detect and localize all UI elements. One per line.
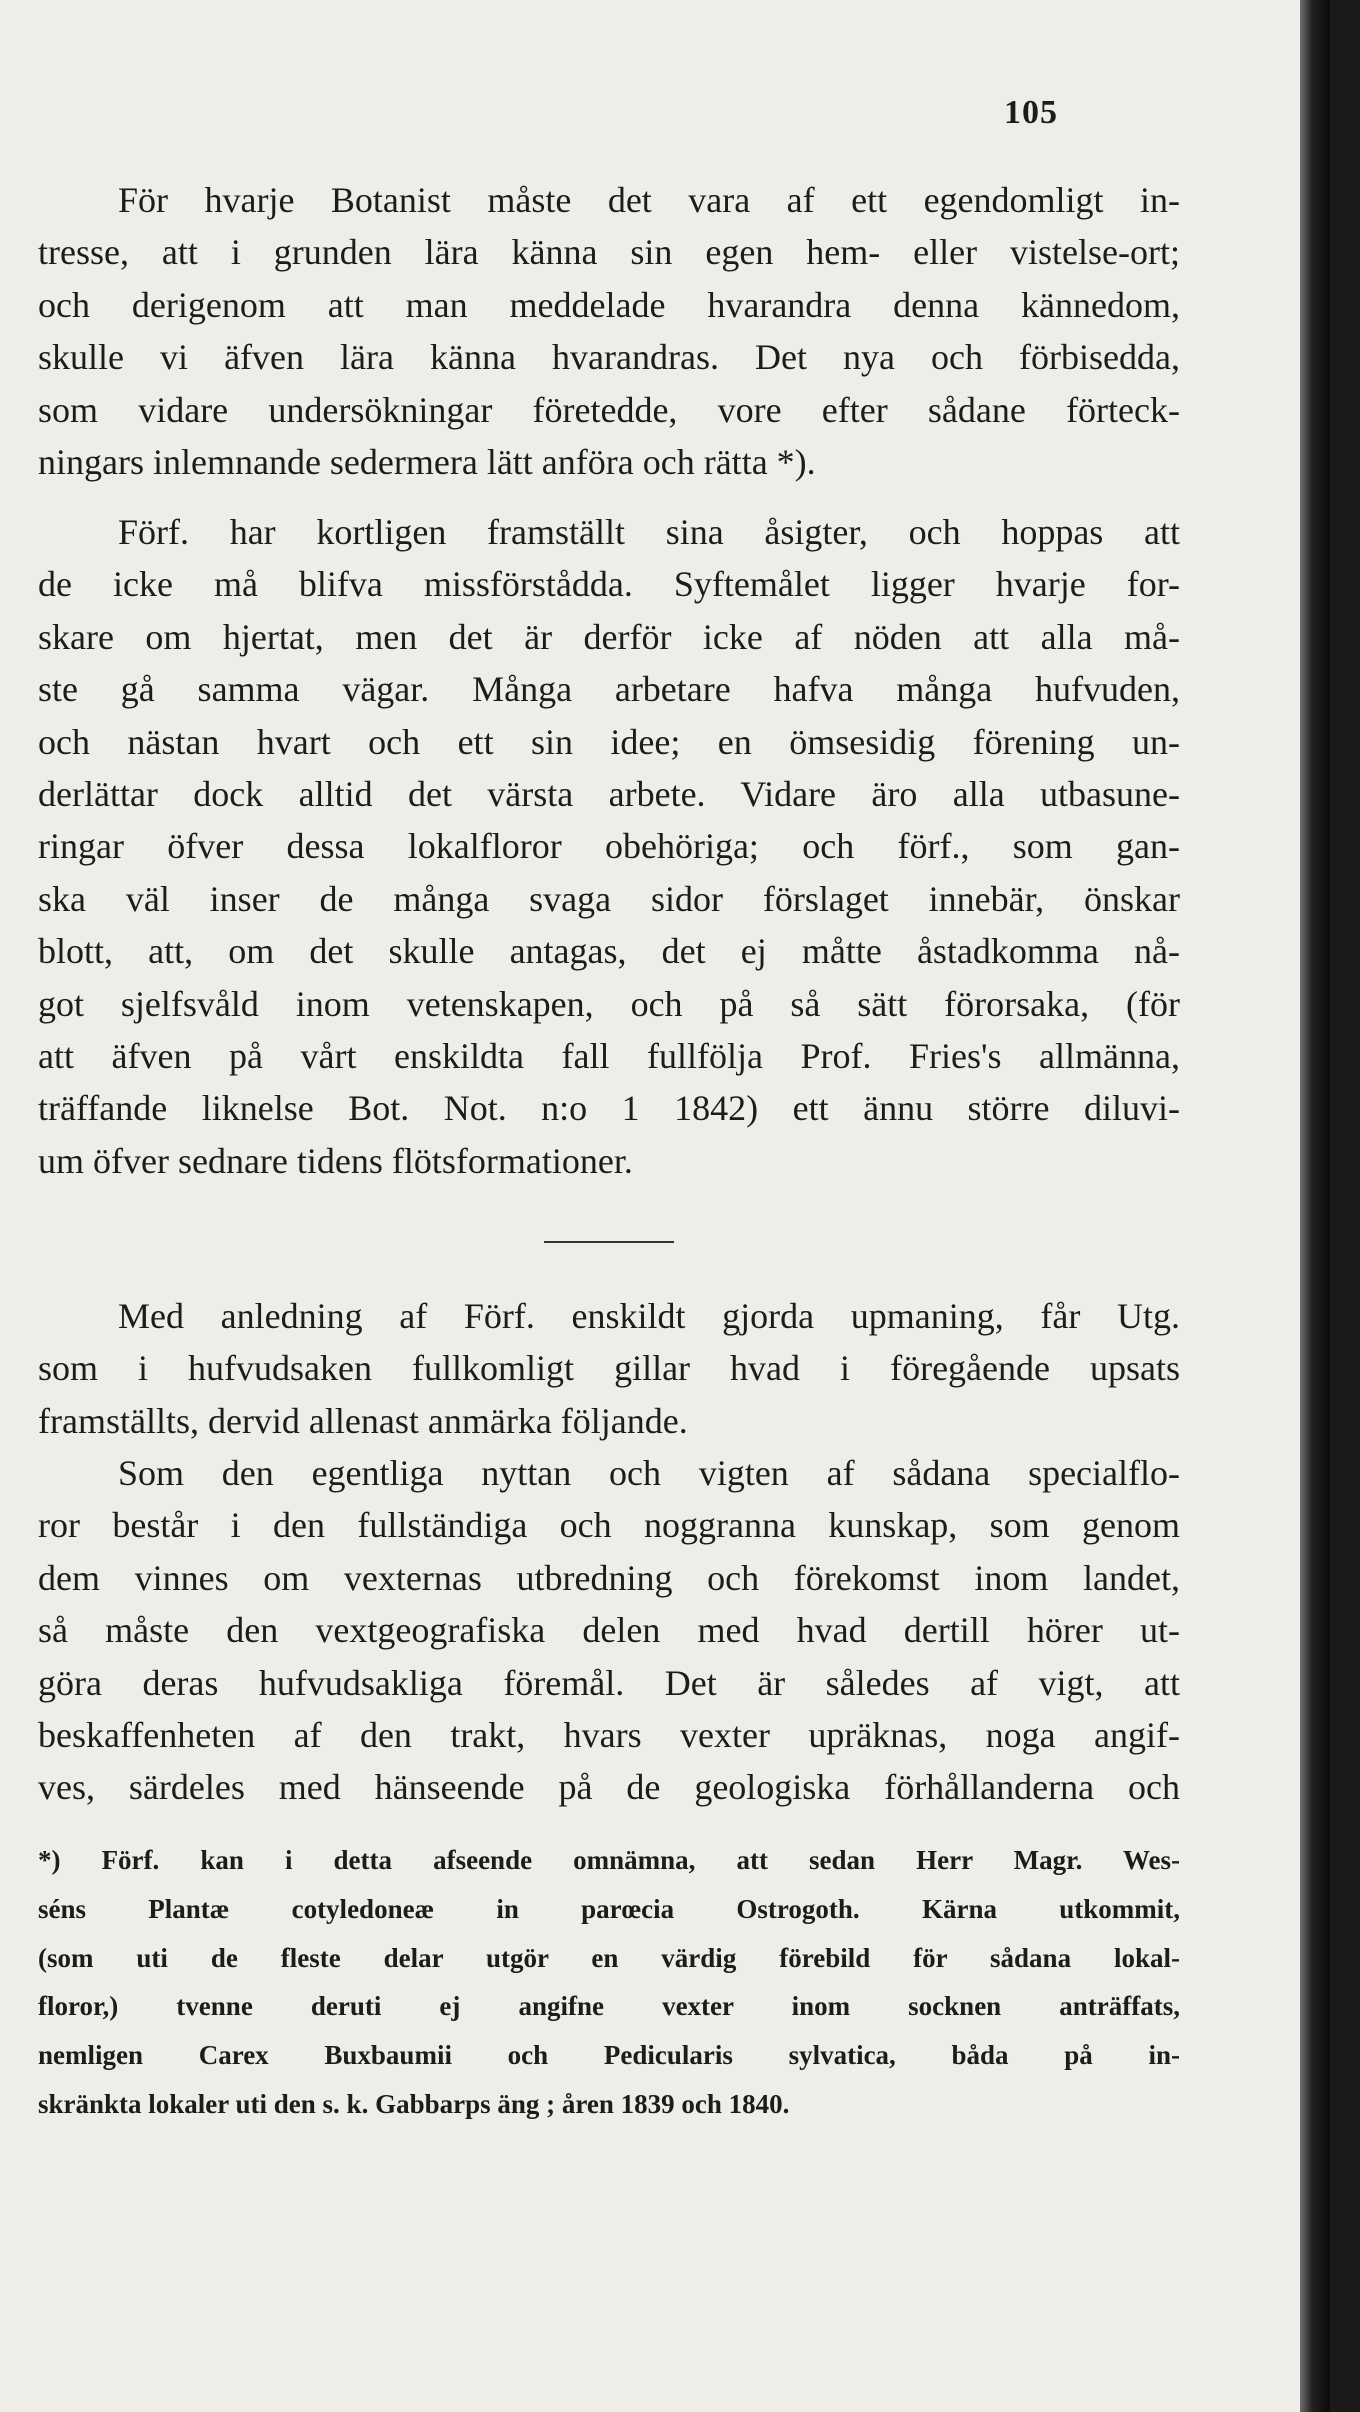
text-line: ringar öfver dessa lokalfloror obehöriga; och förf., som gan- [38, 826, 1180, 867]
paragraph-3 [38, 1290, 1180, 1447]
footnote-line: skränkta lokaler uti den s. k. Gabbarps äng ; åren 1839 och 1840. [38, 2088, 790, 2119]
paragraph-4 [38, 1447, 1180, 1814]
footnote-line: séns Plantæ cotyledoneæ in parœcia Ostrogoth. Kärna utkommit, [38, 1893, 1180, 1924]
page-edge-shadow [1300, 0, 1330, 2412]
section-divider [544, 1241, 674, 1243]
text-line: ror består i den fullständiga och noggranna kunskap, som genom [38, 1505, 1180, 1546]
text-line: som i hufvudsaken fullkomligt gillar hvad i föregående upsats [38, 1348, 1180, 1389]
paragraph-1 [38, 174, 1180, 488]
text-line: framställts, dervid allenast anmärka följande. [38, 1400, 688, 1441]
footnote-line: *) Förf. kan i detta afseende omnämna, att sedan Herr Magr. Wes- [38, 1845, 1180, 1875]
text-line: um öfver sednare tidens flötsformationer. [38, 1140, 633, 1181]
text-line: Förf. har kortligen framställt sina åsigter, och hoppas att [118, 512, 1180, 552]
text-line: träffande liknelse Bot. Not. n:o 1 1842) ett ännu större diluvi- [38, 1088, 1180, 1129]
text-line: så måste den vextgeografiska delen med hvad dertill hörer ut- [38, 1610, 1180, 1651]
footnote-line: nemligen Carex Buxbaumii och Pedicularis sylvatica, båda på in- [38, 2040, 1180, 2071]
text-line: tresse, att i grunden lära känna sin egen hem- eller vistelse-ort; [38, 232, 1180, 273]
paragraph-2 [38, 506, 1180, 1187]
text-line: derlättar dock alltid det värsta arbete. Vidare äro alla utbasune- [38, 773, 1180, 814]
text-line: ska väl inser de många svaga sidor förslaget innebär, önskar [38, 878, 1180, 919]
text-line: skulle vi äfven lära känna hvarandras. Det nya och förbisedda, [38, 337, 1180, 378]
text-line: och derigenom att man meddelade hvarandra denna kännedom, [38, 284, 1180, 325]
text-line: beskaffenheten af den trakt, hvars vexter upräknas, noga angif- [38, 1714, 1180, 1755]
text-line: att äfven på vårt enskildta fall fullfölja Prof. Fries's allmänna, [38, 1035, 1180, 1076]
text-line: som vidare undersökningar företedde, vore efter sådane förteck- [38, 389, 1180, 430]
text-line: ves, särdeles med hänseende på de geologiska förhållanderna och [38, 1767, 1180, 1808]
footnote [38, 1836, 1180, 2129]
text-line: de icke må blifva missförstådda. Syftemålet ligger hvarje for- [38, 564, 1180, 605]
text-line: och nästan hvart och ett sin idee; en ömsesidig förening un- [38, 721, 1180, 762]
text-line: dem vinnes om vexternas utbredning och förekomst inom landet, [38, 1557, 1180, 1598]
text-line: Med anledning af Förf. enskildt gjorda upmaning, får Utg. [118, 1296, 1180, 1336]
text-line: ningars inlemnande sedermera lätt anföra och rätta *). [38, 441, 816, 482]
text-line: För hvarje Botanist måste det vara af ett egendomligt in- [118, 180, 1180, 220]
page-number: 105 [1004, 94, 1058, 131]
text-line: blott, att, om det skulle antagas, det ej måtte åstadkomma nå- [38, 931, 1180, 972]
text-line: göra deras hufvudsakliga föremål. Det är således af vigt, att [38, 1662, 1180, 1703]
text-line: ste gå samma vägar. Många arbetare hafva många hufvuden, [38, 669, 1180, 710]
footnote-line: (som uti de fleste delar utgör en värdig förebild för sådana lokal- [38, 1942, 1180, 1973]
text-line: skare om hjertat, men det är derför icke af nöden att alla må- [38, 616, 1180, 657]
text-line: Som den egentliga nyttan och vigten af sådana specialflo- [118, 1453, 1180, 1493]
footnote-line: floror,) tvenne deruti ej angifne vexter inom socknen anträffats, [38, 1991, 1180, 2022]
text-line: got sjelfsvåld inom vetenskapen, och på så sätt förorsaka, (för [38, 983, 1180, 1024]
